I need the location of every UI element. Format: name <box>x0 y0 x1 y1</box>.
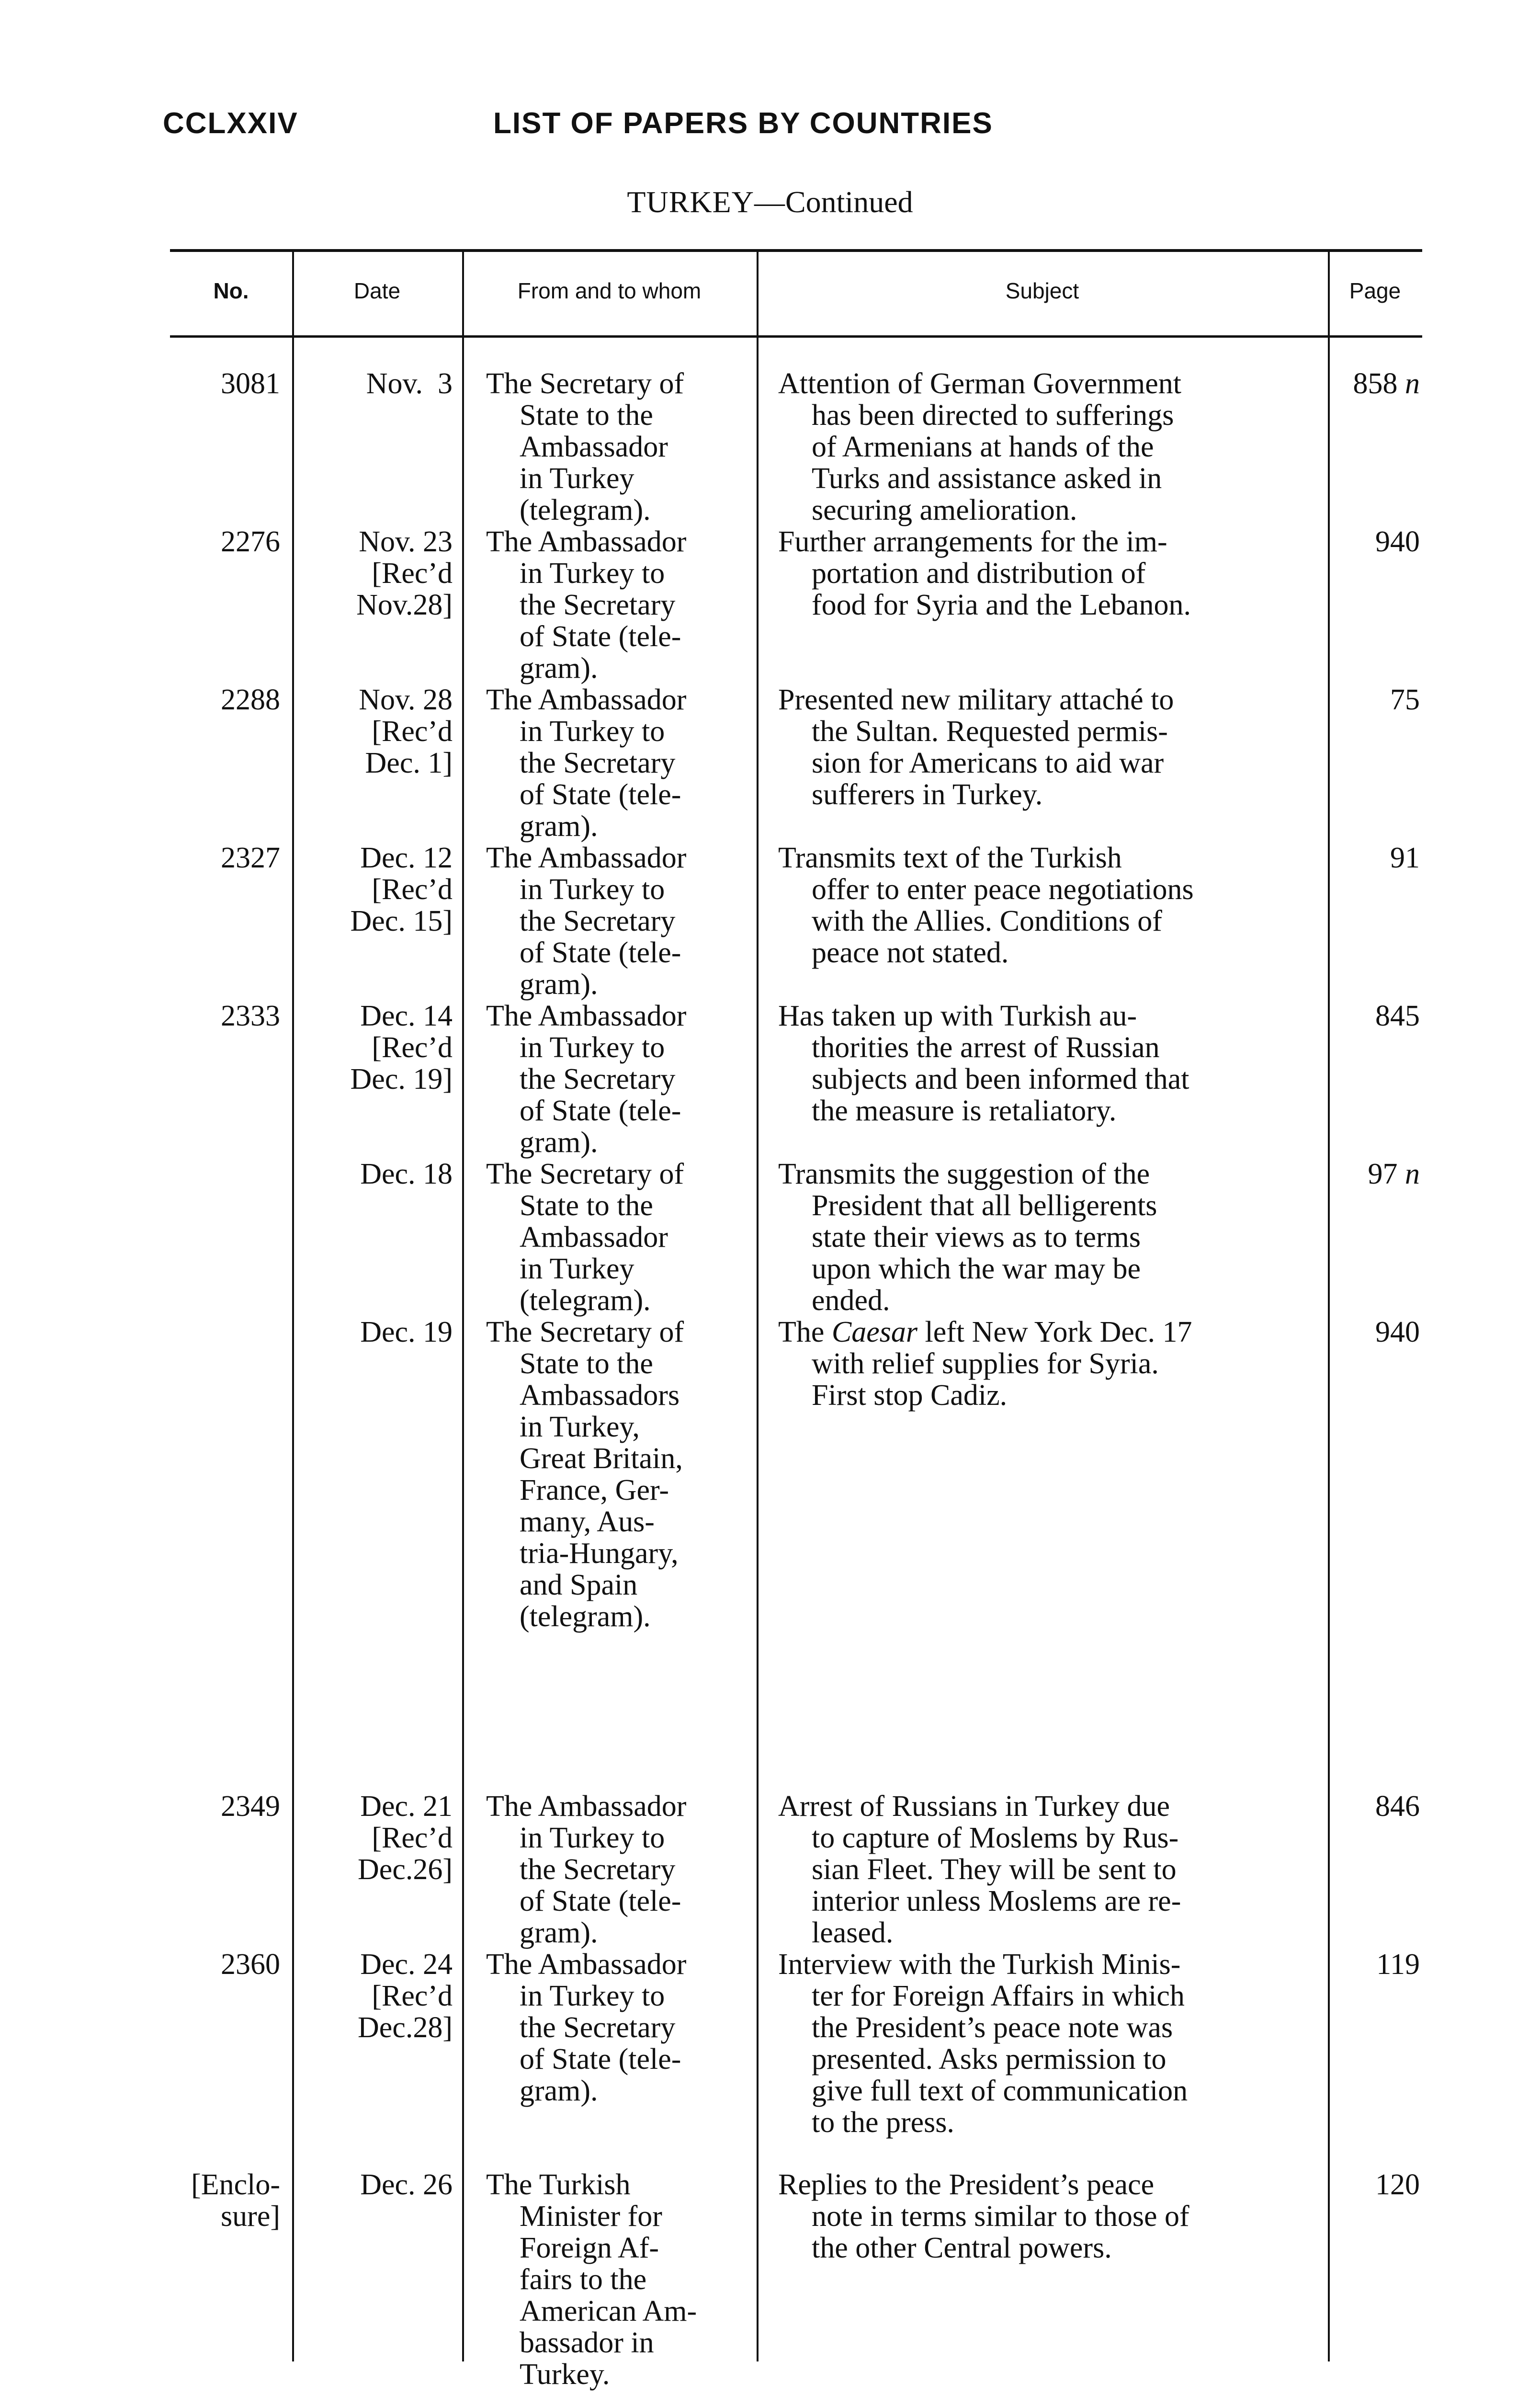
row-page <box>1331 1316 1420 1348</box>
row-page-number: 846 <box>1375 1790 1420 1823</box>
row-subject <box>778 684 1319 810</box>
row-subject <box>778 1791 1319 1949</box>
row-page <box>1331 1949 1420 1980</box>
row-subject-line: sufferers in Turkey. <box>812 778 1043 811</box>
row-date-line: Nov. 23 <box>359 525 453 558</box>
row-number <box>170 2169 280 2232</box>
row-date-line: Dec. 1] <box>365 747 453 779</box>
row-page-number: 940 <box>1375 525 1420 558</box>
row-date-line: Dec. 19 <box>360 1316 453 1348</box>
row-date-line: Dec. 19] <box>350 1063 453 1095</box>
row-number-text: 2349 <box>221 1790 280 1823</box>
row-number <box>170 1791 280 1822</box>
row-page-number: 75 <box>1390 684 1420 716</box>
row-from-to <box>486 842 754 1000</box>
row-date <box>297 1158 453 1190</box>
column-divider <box>462 249 464 2361</box>
column-header-date: Date <box>353 278 401 303</box>
row-from-line: many, Aus- <box>520 1505 655 1538</box>
row-date-line: Dec. 26 <box>360 2168 453 2201</box>
row-date-line: Dec. 24 <box>360 1948 453 1981</box>
row-from-line: The Secretary of <box>486 1158 684 1190</box>
row-subject-line: Interview with the Turkish Minis- <box>778 1948 1181 1981</box>
row-number <box>170 842 280 874</box>
row-from-line: of State (tele- <box>520 1095 681 1127</box>
row-from-line: The Ambassador <box>486 1000 687 1032</box>
row-from-to <box>486 684 754 842</box>
row-subject-line: note in terms similar to those of <box>812 2200 1189 2233</box>
row-from-line: the Secretary <box>520 1063 676 1095</box>
row-number-text: [Enclo- <box>191 2168 280 2201</box>
row-from-line: State to the <box>520 1347 653 1380</box>
row-subject-line: portation and distribution of <box>812 557 1146 590</box>
row-subject-line: state their views as to terms <box>812 1221 1141 1254</box>
row-from-line: in Turkey to <box>520 1980 665 2012</box>
row-date-line: [Rec’d <box>372 1822 453 1854</box>
row-number <box>170 368 280 399</box>
row-subject <box>778 1316 1319 1411</box>
row-from-line: Ambassador <box>520 1221 668 1254</box>
row-from-line: of State (tele- <box>520 2043 681 2076</box>
row-date <box>297 2169 453 2201</box>
row-subject-line: Further arrangements for the im- <box>778 525 1167 558</box>
row-number <box>170 1949 280 1980</box>
table-top-rule <box>170 249 1422 252</box>
row-subject-line: the President’s peace note was <box>812 2011 1173 2044</box>
row-from-to <box>486 1158 754 1316</box>
row-subject <box>778 2169 1319 2264</box>
row-subject <box>778 1000 1319 1127</box>
row-subject-line: to the press. <box>812 2106 954 2139</box>
row-page <box>1331 526 1420 558</box>
row-subject-line: with the Allies. Conditions of <box>812 905 1162 937</box>
row-from-line: State to the <box>520 399 653 432</box>
row-date-line: Dec. 21 <box>360 1790 453 1823</box>
row-from-line: (telegram). <box>520 494 651 526</box>
row-page-number: 940 <box>1375 1316 1420 1348</box>
row-number-text: 2276 <box>221 525 280 558</box>
row-subject <box>778 526 1319 621</box>
row-from-line: France, Ger- <box>520 1474 669 1506</box>
row-date <box>297 368 453 399</box>
row-date-line: Nov. 28 <box>359 684 453 716</box>
row-from-line: the Secretary <box>520 1853 676 1886</box>
row-date-line: Dec. 15] <box>350 905 453 937</box>
row-subject-line: thorities the arrest of Russian <box>812 1031 1160 1064</box>
row-from-line: of State (tele- <box>520 1885 681 1917</box>
section-title-continued: Continued <box>785 185 913 219</box>
row-from-line: of State (tele- <box>520 778 681 811</box>
row-subject-line: Presented new military attaché to <box>778 684 1174 716</box>
row-from-to <box>486 2169 754 2390</box>
row-date-line: Dec.26] <box>358 1853 453 1886</box>
column-divider <box>757 249 759 2361</box>
row-from-line: in Turkey to <box>520 1031 665 1064</box>
row-subject-line: of Armenians at hands of the <box>812 431 1154 463</box>
row-subject-line: leased. <box>812 1916 894 1949</box>
row-subject <box>778 1158 1319 1316</box>
row-subject-line: securing amelioration. <box>812 494 1077 526</box>
row-from-to <box>486 1949 754 2107</box>
row-date-line: [Rec’d <box>372 873 453 906</box>
row-from-line: Foreign Af- <box>520 2232 659 2264</box>
row-date <box>297 684 453 779</box>
row-from-line: fairs to the <box>520 2263 647 2296</box>
row-date-line: Dec.28] <box>358 2011 453 2044</box>
row-subject-line: the measure is retaliatory. <box>812 1095 1117 1127</box>
row-from-to <box>486 1000 754 1158</box>
row-from-line: of State (tele- <box>520 936 681 969</box>
row-number-text: 2333 <box>221 1000 280 1032</box>
row-from-line: the Secretary <box>520 2011 676 2044</box>
row-page-number: 97 <box>1368 1158 1398 1190</box>
row-page <box>1331 842 1420 874</box>
row-from-line: The Secretary of <box>486 1316 684 1348</box>
column-divider <box>1328 249 1330 2361</box>
row-from-line: in Turkey, <box>520 1411 640 1443</box>
row-from-line: the Secretary <box>520 905 676 937</box>
row-subject-line: has been directed to sufferings <box>812 399 1174 432</box>
row-page-note: n <box>1397 1158 1420 1190</box>
row-from-line: the Secretary <box>520 747 676 779</box>
row-date-line: Dec. 12 <box>360 842 453 874</box>
row-subject-line: Replies to the President’s peace <box>778 2168 1155 2201</box>
column-header-from: From and to whom <box>517 278 702 303</box>
row-date <box>297 1316 453 1348</box>
row-from-line: tria-Hungary, <box>520 1537 679 1570</box>
row-number-text: 2360 <box>221 1948 280 1981</box>
row-from-line: gram). <box>520 1126 598 1159</box>
row-from-line: Ambassador <box>520 431 668 463</box>
row-date <box>297 1949 453 2043</box>
row-subject-line: President that all belligerents <box>812 1189 1157 1222</box>
row-from-line: State to the <box>520 1189 653 1222</box>
row-number-text: 2288 <box>221 684 280 716</box>
row-page-number: 120 <box>1375 2168 1420 2201</box>
row-subject-line <box>778 1316 1319 1348</box>
row-from-line: (telegram). <box>520 1600 651 1633</box>
row-from-line: The Secretary of <box>486 367 684 400</box>
row-date-line: Nov. 3 <box>366 367 453 400</box>
row-from-line: in Turkey to <box>520 557 665 590</box>
running-header <box>163 106 1111 149</box>
row-from-line: gram). <box>520 652 598 684</box>
section-title-country: TURKEY— <box>627 185 785 219</box>
section-title <box>0 184 1540 220</box>
column-divider <box>292 249 294 2361</box>
row-from-line: and Spain <box>520 1569 638 1601</box>
row-number-text: 2327 <box>221 842 280 874</box>
row-subject-line: ter for Foreign Affairs in which <box>812 1980 1185 2012</box>
row-from-line: in Turkey to <box>520 873 665 906</box>
row-from-line: Turkey. <box>520 2358 610 2391</box>
row-subject-fragment: left New York Dec. 17 <box>917 1316 1192 1348</box>
row-subject-line: Transmits the suggestion of the <box>778 1158 1150 1190</box>
row-from-line: bassador in <box>520 2327 654 2359</box>
row-subject-line: Attention of German Government <box>778 367 1181 400</box>
row-subject <box>778 842 1319 969</box>
row-from-line: The Ambassador <box>486 684 687 716</box>
table-header-rule <box>170 335 1422 338</box>
row-subject-line: Arrest of Russians in Turkey due <box>778 1790 1170 1823</box>
row-subject-line: upon which the war may be <box>812 1253 1141 1285</box>
row-from-line: gram). <box>520 1916 598 1949</box>
row-subject-line: with relief supplies for Syria. <box>812 1347 1159 1380</box>
row-from-line: Great Britain, <box>520 1442 683 1475</box>
row-subject-line: food for Syria and the Lebanon. <box>812 589 1191 621</box>
row-subject-line: subjects and been informed that <box>812 1063 1189 1095</box>
page-number: CCLXXIV <box>163 107 298 140</box>
row-from-line: Minister for <box>520 2200 662 2233</box>
row-subject-line: to capture of Moslems by Rus- <box>812 1822 1179 1854</box>
row-page <box>1331 684 1420 716</box>
row-date-line: [Rec’d <box>372 715 453 748</box>
row-subject-line: ended. <box>812 1284 890 1317</box>
ship-name: Caesar <box>831 1316 918 1348</box>
row-from-line: The Ambassador <box>486 1948 687 1981</box>
row-from-line: The Ambassador <box>486 1790 687 1823</box>
row-from-to <box>486 368 754 526</box>
papers-table <box>170 249 1422 2391</box>
row-subject-line: the Sultan. Requested permis- <box>812 715 1168 748</box>
row-subject-fragment: The <box>778 1316 832 1348</box>
row-date-line: [Rec’d <box>372 557 453 590</box>
row-page-number: 845 <box>1375 1000 1420 1032</box>
row-subject-line: sian Fleet. They will be sent to <box>812 1853 1177 1886</box>
row-date <box>297 842 453 937</box>
row-number <box>170 684 280 716</box>
row-from-line: gram). <box>520 810 598 843</box>
row-date <box>297 526 453 621</box>
row-number-text: 3081 <box>221 367 280 400</box>
row-page <box>1331 1791 1420 1822</box>
row-date <box>297 1791 453 1885</box>
row-subject-line: presented. Asks permission to <box>812 2043 1166 2076</box>
row-subject-line: sion for Americans to aid war <box>812 747 1164 779</box>
row-subject-line: give full text of communication <box>812 2075 1188 2107</box>
row-page-number: 91 <box>1390 842 1420 874</box>
row-date-line: [Rec’d <box>372 1031 453 1064</box>
row-from-line: the Secretary <box>520 589 676 621</box>
row-from-line: The Ambassador <box>486 525 687 558</box>
row-page <box>1331 1158 1420 1190</box>
row-from-line: in Turkey <box>520 1253 634 1285</box>
row-page <box>1331 1000 1420 1032</box>
row-from-to <box>486 1791 754 1949</box>
row-date-line: Dec. 18 <box>360 1158 453 1190</box>
row-subject-line: First stop Cadiz. <box>812 1379 1008 1412</box>
row-subject-line: Transmits text of the Turkish <box>778 842 1122 874</box>
row-from-line: gram). <box>520 2075 598 2107</box>
row-page <box>1331 368 1420 399</box>
row-from-line: The Turkish <box>486 2168 631 2201</box>
row-date-line: Dec. 14 <box>360 1000 453 1032</box>
row-page-number: 858 <box>1353 367 1398 400</box>
row-subject-line: offer to enter peace negotiations <box>812 873 1194 906</box>
row-page-number: 119 <box>1376 1948 1420 1981</box>
row-subject <box>778 1949 1319 2138</box>
row-from-line: Ambassadors <box>520 1379 680 1412</box>
row-from-line: American Am- <box>520 2295 697 2327</box>
row-number-text: sure] <box>221 2200 280 2233</box>
row-subject <box>778 368 1319 526</box>
row-subject-line: Turks and assistance asked in <box>812 462 1162 495</box>
row-date-line: Nov.28] <box>356 589 453 621</box>
column-header-no: No. <box>213 278 249 303</box>
row-page <box>1331 2169 1420 2201</box>
row-from-line: (telegram). <box>520 1284 651 1317</box>
row-subject-line: peace not stated. <box>812 936 1009 969</box>
row-subject-line: interior unless Moslems are re- <box>812 1885 1181 1917</box>
row-date <box>297 1000 453 1095</box>
row-subject-line: Has taken up with Turkish au- <box>778 1000 1137 1032</box>
row-number <box>170 1000 280 1032</box>
row-from-to <box>486 1316 754 1632</box>
column-header-subject: Subject <box>1005 278 1079 303</box>
row-date-line: [Rec’d <box>372 1980 453 2012</box>
row-from-line: of State (tele- <box>520 620 681 653</box>
row-from-to <box>486 526 754 684</box>
row-from-line: in Turkey to <box>520 1822 665 1854</box>
row-page-note: n <box>1397 367 1420 400</box>
row-from-line: gram). <box>520 968 598 1001</box>
row-from-line: in Turkey <box>520 462 634 495</box>
column-header-page: Page <box>1349 278 1401 303</box>
row-subject-line: the other Central powers. <box>812 2232 1112 2264</box>
row-number <box>170 526 280 558</box>
running-title: LIST OF PAPERS BY COUNTRIES <box>493 107 993 140</box>
row-from-line: in Turkey to <box>520 715 665 748</box>
row-from-line: The Ambassador <box>486 842 687 874</box>
